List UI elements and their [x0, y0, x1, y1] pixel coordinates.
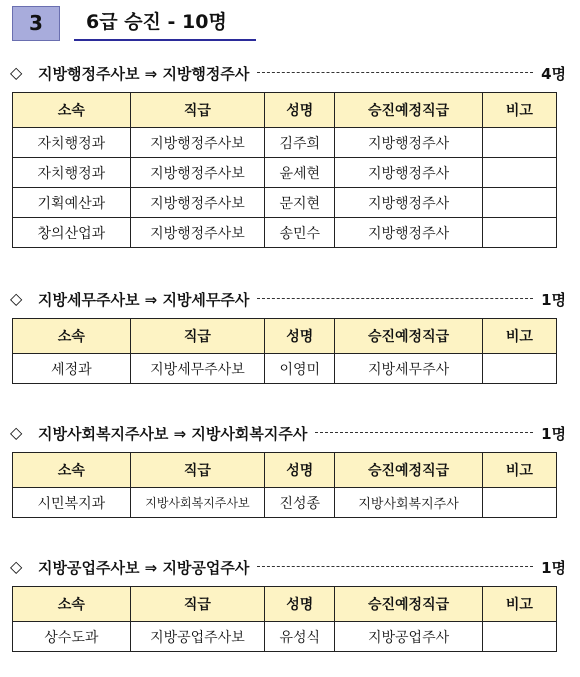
col-target-rank-cell: 지방세무주사 [335, 354, 482, 384]
col-rank-cell: 지방행정주사보 [130, 218, 264, 248]
section-heading [10, 420, 570, 448]
table-header-row [13, 587, 557, 622]
col-department-cell: 자치행정과 [13, 158, 131, 188]
diamond-icon: ◇ [10, 289, 23, 308]
promotion-section [10, 60, 570, 242]
col-target-rank-cell: 지방행정주사 [335, 158, 482, 188]
section-number: 3 [12, 6, 60, 41]
col-name-cell: 윤세현 [265, 158, 335, 188]
col-department-cell: 세정과 [13, 354, 131, 384]
table-row [13, 128, 557, 158]
table-row [13, 188, 557, 218]
col-remarks-header: 비고 [482, 587, 556, 622]
col-target-rank-header: 승진예정직급 [335, 453, 482, 488]
dashed-leader [257, 566, 533, 567]
section-subtitle: 지방세무주사보 ⇒ 지방세무주사 [38, 291, 250, 309]
col-remarks-cell [482, 218, 556, 248]
col-name-cell: 이영미 [265, 354, 335, 384]
col-target-rank-header: 승진예정직급 [335, 319, 482, 354]
col-remarks-header: 비고 [482, 319, 556, 354]
col-department-cell: 상수도과 [13, 622, 131, 652]
section-heading [10, 554, 570, 582]
col-department-header: 소속 [13, 453, 131, 488]
table-row [13, 354, 557, 384]
section-heading [10, 286, 570, 314]
col-rank-header: 직급 [130, 319, 264, 354]
section-count: 1명 [541, 291, 566, 309]
col-department-header: 소속 [13, 587, 131, 622]
table-header-row [13, 93, 557, 128]
col-department-cell: 자치행정과 [13, 128, 131, 158]
section-header [12, 6, 312, 42]
col-name-cell: 문지현 [265, 188, 335, 218]
col-rank-cell: 지방행정주사보 [130, 128, 264, 158]
col-department-cell: 기획예산과 [13, 188, 131, 218]
col-target-rank-cell: 지방행정주사 [335, 218, 482, 248]
col-rank-cell: 지방행정주사보 [130, 158, 264, 188]
col-name-cell: 김주희 [265, 128, 335, 158]
promotion-table [12, 318, 557, 384]
section-count: 4명 [541, 65, 566, 83]
promotion-section [10, 554, 570, 646]
col-department-header: 소속 [13, 319, 131, 354]
col-remarks-header: 비고 [482, 93, 556, 128]
table-row [13, 158, 557, 188]
col-remarks-cell [482, 188, 556, 218]
dashed-leader [257, 72, 533, 73]
section-subtitle: 지방사회복지주사보 ⇒ 지방사회복지주사 [38, 425, 308, 443]
col-name-header: 성명 [265, 93, 335, 128]
col-rank-cell: 지방행정주사보 [130, 188, 264, 218]
col-rank-cell: 지방사회복지주사보 [130, 488, 264, 518]
col-name-header: 성명 [265, 319, 335, 354]
col-target-rank-cell: 지방행정주사 [335, 188, 482, 218]
section-count: 1명 [541, 559, 566, 577]
col-target-rank-header: 승진예정직급 [335, 587, 482, 622]
col-name-header: 성명 [265, 587, 335, 622]
promotion-section [10, 286, 570, 378]
section-subtitle: 지방공업주사보 ⇒ 지방공업주사 [38, 559, 250, 577]
col-rank-cell: 지방세무주사보 [130, 354, 264, 384]
promotion-table [12, 92, 557, 248]
col-remarks-cell [482, 354, 556, 384]
col-department-cell: 창의산업과 [13, 218, 131, 248]
col-remarks-header: 비고 [482, 453, 556, 488]
table-row [13, 488, 557, 518]
col-remarks-cell [482, 158, 556, 188]
col-name-cell: 송민수 [265, 218, 335, 248]
col-rank-header: 직급 [130, 453, 264, 488]
col-department-header: 소속 [13, 93, 131, 128]
col-rank-header: 직급 [130, 93, 264, 128]
col-name-cell: 유성식 [265, 622, 335, 652]
col-target-rank-cell: 지방행정주사 [335, 128, 482, 158]
section-title: 6급 승진 - 10명 [74, 6, 256, 41]
col-name-header: 성명 [265, 453, 335, 488]
promotion-table [12, 586, 557, 652]
dashed-leader [315, 432, 533, 433]
diamond-icon: ◇ [10, 63, 23, 82]
section-count: 1명 [541, 425, 566, 443]
diamond-icon: ◇ [10, 557, 23, 576]
col-remarks-cell [482, 622, 556, 652]
table-header-row [13, 319, 557, 354]
section-heading [10, 60, 570, 88]
col-target-rank-cell: 지방사회복지주사 [335, 488, 482, 518]
col-remarks-cell [482, 488, 556, 518]
table-row [13, 622, 557, 652]
table-row [13, 218, 557, 248]
col-remarks-cell [482, 128, 556, 158]
col-rank-cell: 지방공업주사보 [130, 622, 264, 652]
col-department-cell: 시민복지과 [13, 488, 131, 518]
col-rank-header: 직급 [130, 587, 264, 622]
col-target-rank-cell: 지방공업주사 [335, 622, 482, 652]
table-header-row [13, 453, 557, 488]
dashed-leader [257, 298, 533, 299]
diamond-icon: ◇ [10, 423, 23, 442]
col-target-rank-header: 승진예정직급 [335, 93, 482, 128]
promotion-table [12, 452, 557, 518]
promotion-section [10, 420, 570, 512]
col-name-cell: 진성종 [265, 488, 335, 518]
section-subtitle: 지방행정주사보 ⇒ 지방행정주사 [38, 65, 250, 83]
